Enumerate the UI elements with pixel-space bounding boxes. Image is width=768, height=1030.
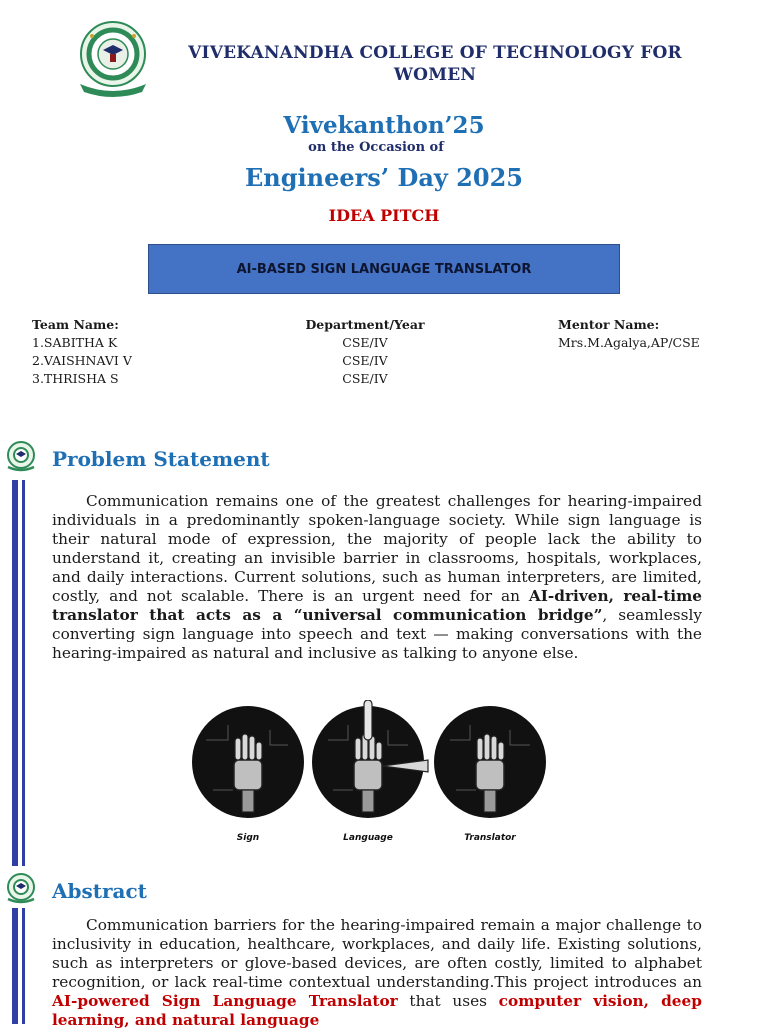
abstract-highlight-1: AI-powered Sign Language Translator bbox=[52, 992, 398, 1010]
department-header: Department/Year bbox=[305, 317, 425, 332]
team-names-column bbox=[32, 316, 132, 388]
event-day: Engineers’ Day 2025 bbox=[245, 163, 523, 192]
abstract-highlight-2: computer vision, deep learning, and natural language bbox=[52, 992, 702, 1029]
section-logo-icon bbox=[4, 440, 38, 472]
team-member: 1.SABITHA K bbox=[32, 335, 118, 350]
member-department: CSE/IV bbox=[342, 371, 388, 386]
problem-text-1: Communication remains one of the greatest challenges for hearing-impaired individuals in a predominantly spoken-language society. While sign language is their natural mode of expression, the majority of people lack the ability to understand it, creating an invisible barrier in classrooms, hospitals, workplaces, and daily interactions. Current solutions, such as human interpreters, are limited, costly, and not scalable. There is an urgent need for an bbox=[52, 492, 702, 605]
abstract-text bbox=[52, 916, 702, 1030]
sign-circle-icon bbox=[192, 706, 304, 818]
member-department: CSE/IV bbox=[342, 353, 388, 368]
section-bar bbox=[12, 480, 18, 866]
sign-language-illustration bbox=[188, 700, 558, 850]
mentor-header: Mentor Name: bbox=[558, 317, 660, 332]
section-bar-thin bbox=[22, 480, 25, 866]
pitch-category: IDEA PITCH bbox=[328, 206, 440, 225]
illustration-label: Translator bbox=[464, 833, 516, 843]
event-title: Vivekanthon’25 bbox=[283, 112, 485, 139]
problem-text-bold: AI-driven, real-time translator that acts as a “universal communication bridge” bbox=[52, 587, 702, 624]
mentor-column bbox=[558, 316, 700, 352]
abstract-heading: Abstract bbox=[52, 879, 147, 903]
section-bar bbox=[12, 908, 18, 1024]
college-name: VIVEKANANDHA COLLEGE OF TECHNOLOGY FOR WOMEN bbox=[188, 43, 682, 85]
problem-heading: Problem Statement bbox=[52, 447, 270, 471]
college-logo-icon bbox=[70, 18, 156, 98]
problem-text-2: , seamlessly converting sign language into speech and text — making conversations with the hearing-impaired as natural and inclusive as talking to anyone else. bbox=[52, 606, 702, 662]
mentor-name: Mrs.M.Agalya,AP/CSE bbox=[558, 335, 700, 350]
project-title-banner bbox=[148, 244, 620, 294]
translator-circle-icon bbox=[434, 706, 546, 818]
team-member: 3.THRISHA S bbox=[32, 371, 119, 386]
team-name-header: Team Name: bbox=[32, 317, 119, 332]
event-subtitle: on the Occasion of bbox=[308, 140, 444, 155]
abstract-text-2: that uses bbox=[397, 992, 499, 1010]
section-bar-thin bbox=[22, 908, 25, 1024]
member-department: CSE/IV bbox=[342, 335, 388, 350]
language-circle-icon bbox=[312, 700, 428, 818]
project-title: AI-BASED SIGN LANGUAGE TRANSLATOR bbox=[236, 261, 532, 277]
illustration-label: Language bbox=[343, 833, 393, 843]
section-logo-icon bbox=[4, 872, 38, 904]
department-column bbox=[298, 316, 432, 388]
problem-text bbox=[52, 492, 702, 663]
team-member: 2.VAISHNAVI V bbox=[32, 353, 132, 368]
illustration-label: Sign bbox=[236, 833, 260, 843]
abstract-text-1: Communication barriers for the hearing-impaired remain a major challenge to inclusivity in education, healthcare, workplaces, and daily life. Existing solutions, such as interpreters or glove-based devices, are often costly, limited to alphabet recognition, or lack real-time contextual understanding.This project introduces an bbox=[52, 916, 702, 991]
